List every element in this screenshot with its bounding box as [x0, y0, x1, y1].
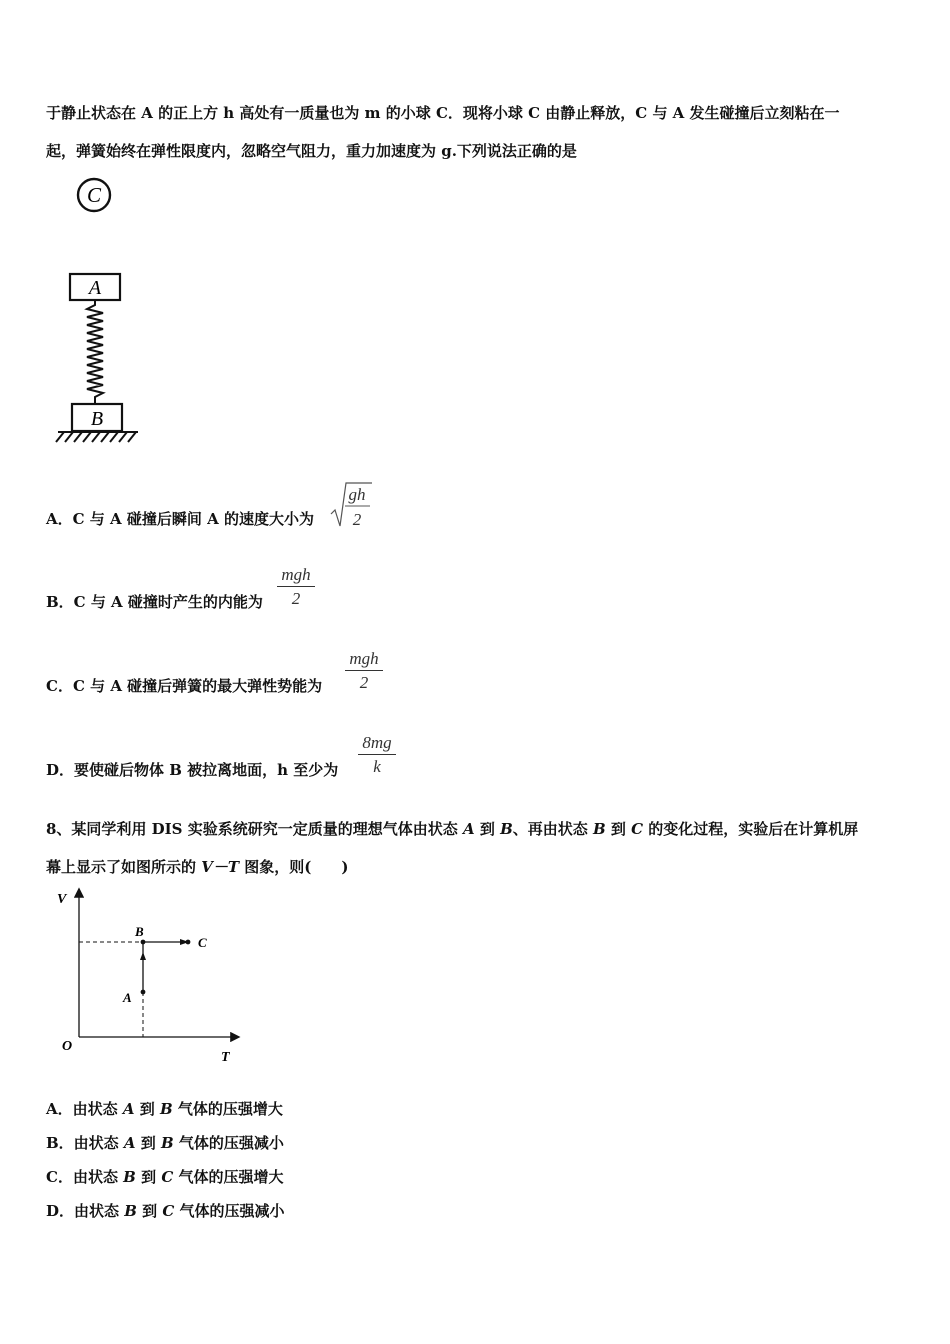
- option-suffix: 气体的压强减小: [173, 1134, 284, 1152]
- option-mid: 到: [134, 1100, 160, 1118]
- block-a: [70, 274, 120, 300]
- ground: [56, 432, 138, 442]
- point-b: [141, 940, 146, 945]
- q7-option-a: A．C 与 A 碰撞后瞬间 A 的速度大小为: [46, 510, 314, 528]
- spring: [87, 300, 103, 404]
- q7-option-c: C．C 与 A 碰撞后弹簧的最大弹性势能为: [46, 677, 323, 695]
- option-mid: 到: [136, 1202, 163, 1220]
- point-a: [141, 990, 146, 995]
- block-b: [72, 404, 122, 431]
- option-state: A: [122, 1100, 135, 1118]
- q8-option-b: [46, 1132, 284, 1153]
- formula-denominator: 2: [291, 589, 301, 608]
- option-mid: 到: [135, 1134, 161, 1152]
- point-a-label: A: [123, 990, 132, 1005]
- v-axis-label: V: [57, 892, 67, 907]
- option-mid: 到: [135, 1168, 162, 1186]
- spring-block-figure: [50, 172, 150, 452]
- option-prefix: A．由状态: [46, 1100, 123, 1118]
- option-suffix: 气体的压强减小: [174, 1202, 285, 1220]
- formula-numerator: mgh: [277, 565, 315, 587]
- q8-stem-text: 到: [474, 820, 501, 838]
- option-state: B: [159, 1100, 173, 1118]
- q8-stem-text: 到: [605, 820, 632, 838]
- option-state: B: [161, 1134, 174, 1152]
- ball-c-label: C: [86, 183, 102, 207]
- formula-denominator: 2: [359, 673, 369, 692]
- arrow-a-to-b: [140, 952, 146, 960]
- q8-stem-text: 的变化过程，实验后在计算机屏: [643, 820, 859, 838]
- option-state: C: [162, 1202, 175, 1220]
- formula-numerator: mgh: [345, 649, 383, 671]
- vt-graph: [50, 880, 250, 1070]
- q7-stem-line1: 于静止状态在 A 的正上方 h 高处有一质量也为 m 的小球 C．现将小球 C 由静止释放，C 与 A 发生碰撞后立刻粘在一: [46, 104, 840, 122]
- q8-option-a: [46, 1098, 283, 1119]
- formula-denominator: k: [373, 757, 381, 776]
- state-c: C: [631, 820, 644, 838]
- q7-option-b-formula: [277, 565, 315, 609]
- formula-denominator: 2: [352, 510, 362, 529]
- option-prefix: D．由状态: [46, 1202, 125, 1220]
- q7-option-c-formula: [345, 649, 383, 693]
- q7-option-d-formula: [358, 733, 396, 777]
- q8-stem-line2: [46, 856, 348, 877]
- q8-stem-text: 、再由状态: [512, 820, 593, 838]
- formula-numerator: gh: [348, 485, 366, 504]
- q8-option-c: [46, 1166, 284, 1187]
- option-state: B: [124, 1202, 137, 1220]
- q8-stem-text: 图象，则( ): [239, 858, 349, 876]
- point-b-label: B: [135, 924, 144, 939]
- q7-option-a-formula: [342, 485, 372, 530]
- origin-label: O: [62, 1039, 73, 1054]
- option-prefix: B．由状态: [46, 1134, 124, 1152]
- q8-stem-line1: [46, 818, 858, 839]
- vt-label: V－T: [201, 858, 240, 876]
- state-a: A: [462, 820, 475, 838]
- q7-option-d: D．要使碰后物体 B 被拉离地面，h 至少为: [46, 761, 339, 779]
- option-prefix: C．由状态: [46, 1168, 124, 1186]
- option-state: C: [161, 1168, 174, 1186]
- option-suffix: 气体的压强增大: [172, 1100, 283, 1118]
- state-b: B: [592, 820, 606, 838]
- option-state: A: [123, 1134, 136, 1152]
- option-state: B: [123, 1168, 136, 1186]
- block-a-label: A: [88, 277, 102, 299]
- q8-stem-text: 8、某同学利用 DIS 实验系统研究一定质量的理想气体由状态: [46, 820, 463, 838]
- point-c-label: C: [198, 935, 207, 950]
- point-c: [186, 940, 191, 945]
- block-b-label: B: [90, 408, 104, 430]
- t-axis-label: T: [221, 1050, 230, 1065]
- option-suffix: 气体的压强增大: [173, 1168, 284, 1186]
- state-b: B: [500, 820, 513, 838]
- q8-option-d: [46, 1200, 285, 1221]
- ball-c: [78, 179, 110, 211]
- q7-stem-line2: 起，弹簧始终在弹性限度内，忽略空气阻力，重力加速度为 g.下列说法正确的是: [46, 142, 577, 160]
- q7-option-b: B．C 与 A 碰撞时产生的内能为: [46, 593, 263, 611]
- q8-stem-text: 幕上显示了如图所示的: [46, 858, 202, 876]
- formula-numerator: 8mg: [358, 733, 396, 755]
